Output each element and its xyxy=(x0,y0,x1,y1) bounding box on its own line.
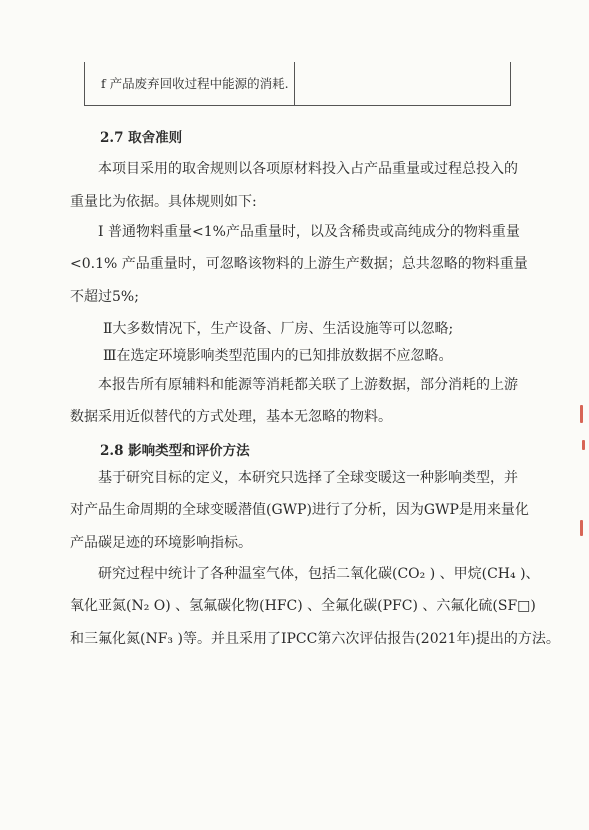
text-line: 不超过5%; xyxy=(70,288,139,305)
paragraph-rule-1 xyxy=(70,216,518,249)
paragraph-cutoff-intro xyxy=(70,153,518,186)
text-line: 本项目采用的取舍规则以各项原材料投入占产品重量或过程总投入的 xyxy=(98,161,518,177)
paragraph-cutoff-intro-cont xyxy=(70,186,518,219)
paragraph-ghg-list-cont xyxy=(70,590,560,655)
table-fragment xyxy=(84,62,511,106)
page-edge-stamp-mark xyxy=(580,405,583,423)
text-line: 基于研究目标的定义，本研究只选择了全球变暖这一种影响类型，并 xyxy=(98,470,518,486)
paragraph-rule-2: Ⅱ大多数情况下，生产设备、厂房、生活设施等可以忽略; xyxy=(103,321,454,337)
section-heading-2-7: 2.7 取舍准则 xyxy=(100,130,183,146)
text-line: 研究过程中统计了各种温室气体，包括二氧化碳(CO₂ ) 、甲烷(CH₄ )、 xyxy=(98,566,540,582)
table-cell-empty xyxy=(295,62,510,105)
page-edge-stamp-mark xyxy=(582,440,585,450)
page-edge-stamp-mark xyxy=(580,520,583,536)
paragraph-impact-type-cont xyxy=(70,494,529,559)
text-line: 数据采用近似替代的方式处理，基本无忽略的物料。 xyxy=(70,409,392,425)
paragraph-rule-1-cont xyxy=(70,248,528,313)
text-line: 氧化亚氮(N₂ O) 、氢氟碳化物(HFC) 、全氟化碳(PFC) 、六氟化硫(SF□) xyxy=(70,598,536,614)
text-line: <0.1% 产品重量时，可忽略该物料的上游生产数据；总共忽略的物料重量 xyxy=(70,256,528,272)
text-line: I 普通物料重量<1%产品重量时，以及含稀贵或高纯成分的物料重量 xyxy=(98,224,520,240)
text-line: 对产品生命周期的全球变暖潜值(GWP)进行了分析，因为GWP是用来量化 xyxy=(70,502,529,518)
paragraph-impact-type xyxy=(70,462,518,495)
section-heading-2-8: 2.8 影响类型和评价方法 xyxy=(100,443,250,459)
paragraph-cutoff-closing-cont xyxy=(70,401,518,434)
paragraph-rule-3: Ⅲ在选定环境影响类型范围内的已知排放数据不应忽略。 xyxy=(103,348,453,364)
paragraph-ghg-list xyxy=(70,558,540,591)
table-cell: f 产品废弃回收过程中能源的消耗. xyxy=(85,62,295,105)
paragraph-cutoff-closing xyxy=(70,369,518,402)
text-line: 产品碳足迹的环境影响指标。 xyxy=(70,534,252,551)
text-line: 和三氟化氮(NF₃ )等。并且采用了IPCC第六次评估报告(2021年)提出的方法。 xyxy=(70,630,560,647)
text-line: 重量比为依据。具体规则如下: xyxy=(70,194,257,210)
text-line: 本报告所有原辅料和能源等消耗都关联了上游数据，部分消耗的上游 xyxy=(98,377,518,393)
